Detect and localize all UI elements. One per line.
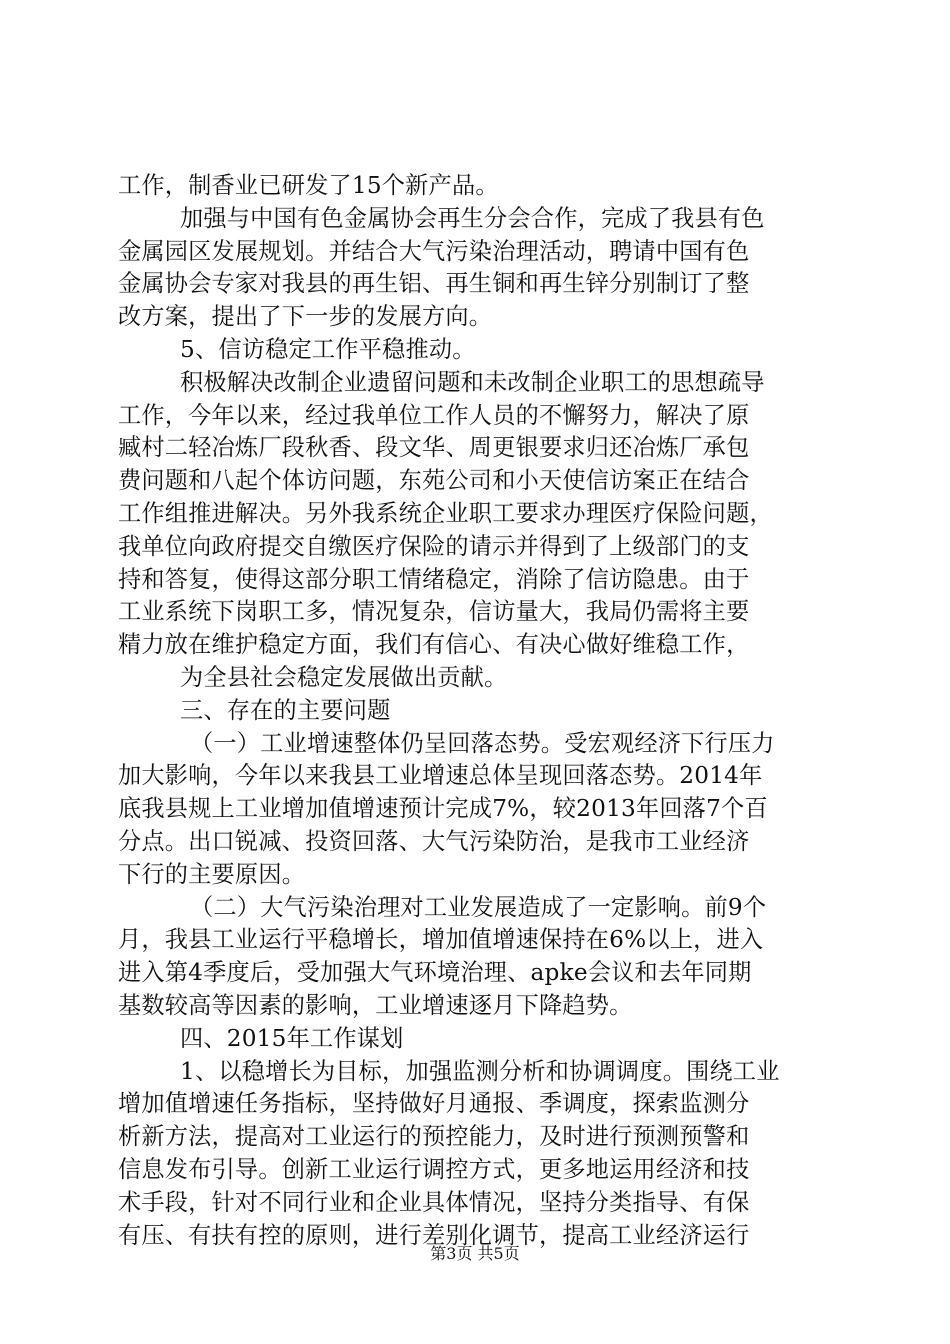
text-line: 月，我县工业运行平稳增长，增加值增速保持在6%以上，进入 <box>118 926 764 954</box>
text-line: （二）大气污染治理对工业发展造成了一定影响。前9个 <box>190 893 767 921</box>
text-line: 三、存在的主要问题 <box>180 696 391 724</box>
document-body <box>118 170 833 1252</box>
text-line: 术手段，针对不同行业和企业具体情况，坚持分类指导、有保 <box>118 1188 750 1216</box>
text-line: 信息发布引导。创新工业运行调控方式，更多地运用经济和技 <box>118 1155 750 1183</box>
text-line: 臧村二轻冶炼厂段秋香、段文华、周更银要求归还冶炼厂承包 <box>118 434 750 462</box>
text-line: 1、以稳增长为目标，加强监测分析和协调调度。围绕工业 <box>180 1057 780 1085</box>
text-line: 工作，今年以来，经过我单位工作人员的不懈努力，解决了原 <box>118 401 750 429</box>
text-line: 改方案，提出了下一步的发展方向。 <box>118 303 493 331</box>
text-line: 积极解决改制企业遗留问题和未改制企业职工的思想疏导 <box>180 368 765 396</box>
text-line: 精力放在维护稳定方面，我们有信心、有决心做好维稳工作， <box>118 631 750 659</box>
text-line: 基数较高等因素的影响，工业增速逐月下降趋势。 <box>118 991 633 1019</box>
page-footer: 第3页 共5页 <box>430 1244 520 1263</box>
text-line: 费问题和八起个体访问题，东苑公司和小天使信访案正在结合 <box>118 467 750 495</box>
text-line: 工业系统下岗职工多，情况复杂，信访量大，我局仍需将主要 <box>118 598 750 626</box>
text-line: 持和答复，使得这部分职工情绪稳定，消除了信访隐患。由于 <box>118 565 750 593</box>
text-line: 增加值增速任务指标，坚持做好月通报、季调度，探索监测分 <box>118 1090 750 1118</box>
text-line: 加强与中国有色金属协会再生分会合作，完成了我县有色 <box>180 204 765 232</box>
text-line: 有压、有扶有控的原则，进行差别化调节，提高工业经济运行 <box>118 1221 750 1249</box>
text-line: 为全县社会稳定发展做出贡献。 <box>180 663 508 691</box>
text-line: 析新方法，提高对工业运行的预控能力，及时进行预测预警和 <box>118 1123 750 1151</box>
text-line: 四、2015年工作谋划 <box>180 1024 404 1052</box>
text-line: 加大影响，今年以来我县工业增速总体呈现回落态势。2014年 <box>118 762 763 790</box>
text-line: （一）工业增速整体仍呈回落态势。受宏观经济下行压力 <box>190 729 775 757</box>
text-line: 进入第4季度后，受加强大气环境治理、apke会议和去年同期 <box>118 959 752 987</box>
text-line: 分点。出口锐减、投资回落、大气污染防治，是我市工业经济 <box>118 827 750 855</box>
text-line: 下行的主要原因。 <box>118 860 306 888</box>
text-line: 5、信访稳定工作平稳推动。 <box>180 335 476 363</box>
text-line: 工作，制香业已研发了15个新产品。 <box>118 172 499 199</box>
text-line: 我单位向政府提交自缴医疗保险的请示并得到了上级部门的支 <box>118 532 750 560</box>
text-line: 工作组推进解决。另外我系统企业职工要求办理医疗保险问题， <box>118 499 773 527</box>
text-line: 金属园区发展规划。并结合大气污染治理活动，聘请中国有色 <box>118 237 750 265</box>
text-line: 底我县规上工业增加值增速预计完成7%，较2013年回落7个百 <box>118 795 768 823</box>
text-line: 金属协会专家对我县的再生铝、再生铜和再生锌分别制订了整 <box>118 270 750 298</box>
